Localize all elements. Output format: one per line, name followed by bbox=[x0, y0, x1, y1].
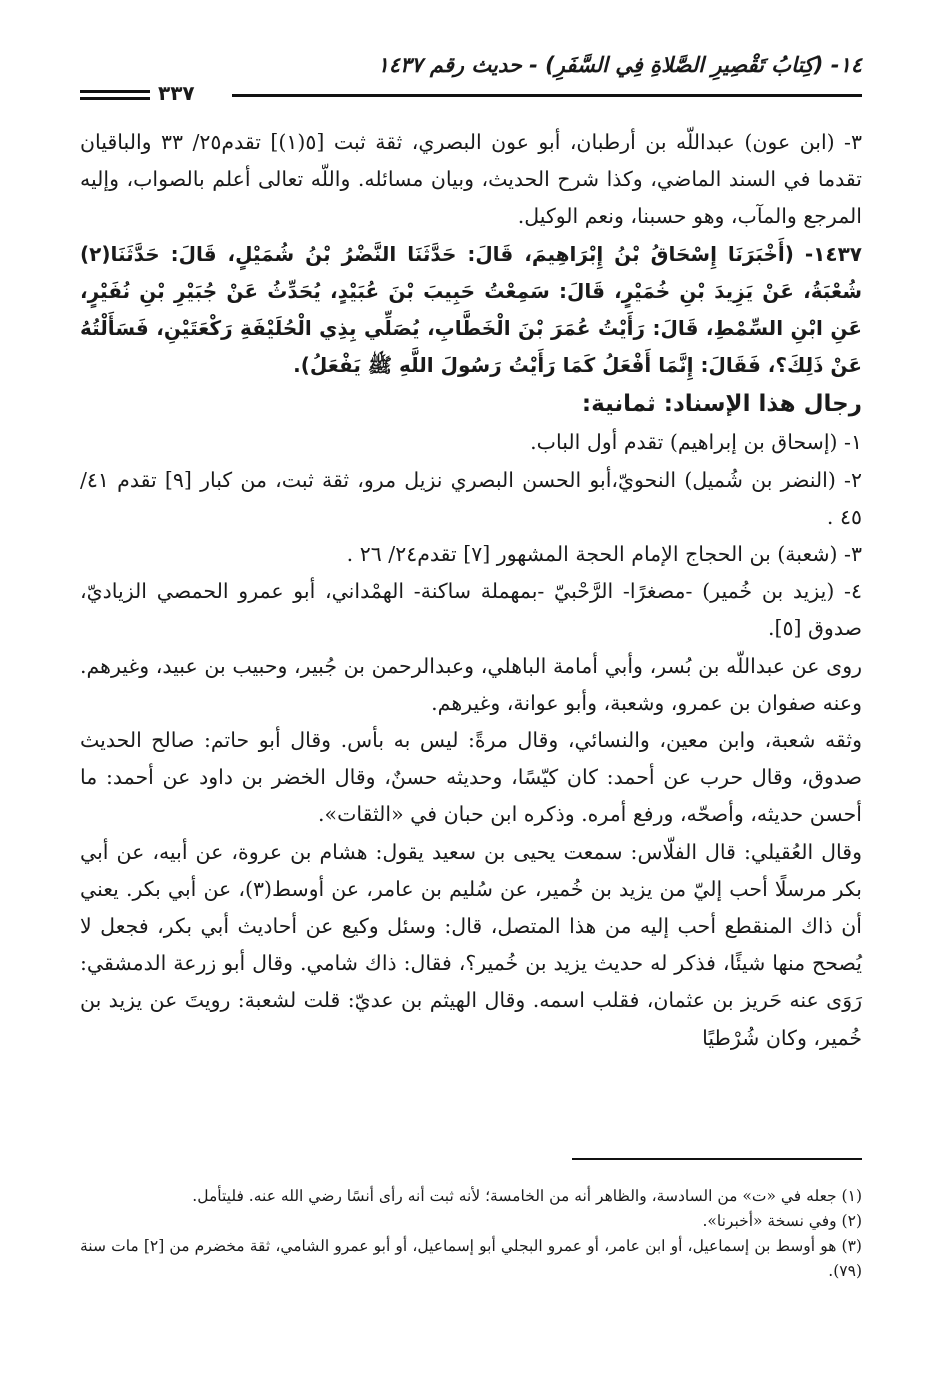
header-rule bbox=[232, 94, 862, 97]
hadith-text: ١٤٣٧- (أَخْبَرَنَا إِسْحَاقُ بْنُ إِبْرَاهِيمَ، قَالَ: حَدَّثَنَا النَّضْرُ بْنُ شُمَيْلٍ، قَالَ: حَدَّثَنَا(٢) شُعْبَةُ، عَنْ يَزِيدَ بْنِ خُمَيْرٍ، قَالَ: سَمِعْتُ حَبِيبَ بْنَ عُبَيْدٍ، يُحَدِّثُ عَنْ جُبَيْرِ بْنِ نُفَيْرٍ، عَنِ ابْنِ السِّمْطِ، قَالَ: رَأَيْتُ عُمَرَ بْنَ الْخَطَّابِ، يُصَلِّي بِذِي الْحُلَيْفَةِ رَكْعَتَيْنِ، فَسَأَلْتُهُ عَنْ ذَلِكَ؟، فَقَالَ: إِنَّمَا أَفْعَلُ كَمَا رَأَيْتُ رَسُولَ اللَّهِ ﷺ يَفْعَلُ). bbox=[80, 241, 862, 378]
narrator-2: ٢- (النضر بن شُميل) النحويّ،أبو الحسن البصري نزيل مرو، ثقة ثبت، من كبار [٩] تقدم ٤١/ ٤٥ . bbox=[80, 467, 862, 529]
footnote-2: (٢) وفي نسخة «أخبرنا». bbox=[702, 1212, 862, 1230]
paragraph-ibn-awn: ٣- (ابن عون) عبداللّه بن أرطبان، أبو عون البصري، ثقة ثبت [٥(١)] تقدم٢٥/ ٣٣ والباقيان تقدما في السند الماضي، وكذا شرح الحديث، وبيان مسائله. واللّه تعالى أعلم بالصواب، وإليه المرجع والمآب، وهو حسبنا، ونعم الوكيل. bbox=[80, 130, 863, 229]
footnote-separator bbox=[572, 1158, 862, 1160]
running-title: ١٤- (كِتابُ تَقْصِيرِ الصَّلاةِ فِي السَّفَرِ) - حديث رقم ١٤٣٧ bbox=[377, 53, 862, 77]
paragraph-authentication: وثقه شعبة، وابن معين، والنسائي، وقال مرةً: ليس به بأس. وقال أبو حاتم: صالح الحديث صدوق، وقال حرب عن أحمد: كان كيّسًا، وحديثه حسنٌ، وقال الخضر بن داود عن أحمد: ما أحسن حديثه، وأصحّه، ورفع أمره. وذكره ابن حبان في «الثقات». bbox=[80, 728, 862, 827]
paragraph-uqayli: وقال العُقيلي: قال الفلّاس: سمعت يحيى بن سعيد يقول: هشام بن عروة، عن أبيه، عن أبي بكر مرسلًا أحب إليّ من يزيد بن خُمير، عن سُليم بن عامر، عن أوسط(٣)، عن أبي بكر. يعني أن ذاك المنقطع أحب إليه من هذا المتصل، قال: وسئل وكيع عن أحاديث أبي بكر، فجعل لا يُصحح منها شيئًا، فذكر له حديث يزيد بن خُمير؟، فقال: ذاك شامي. وقال أبو زرعة الدمشقي: رَوَى عنه حَريز بن عثمان، فقلب اسمه. وقال الهيثم بن عديّ: قلت لشعبة: رويتَ عن يزيد بن خُمير، وكان شُرْطيًا bbox=[80, 839, 862, 1050]
narrator-3: ٣- (شعبة) بن الحجاج الإمام الحجة المشهور [٧] تقدم٢٤/ ٢٦ . bbox=[346, 542, 862, 567]
paragraph-narrations: روى عن عبداللّه بن بُسر، وأبي أمامة الباهلي، وعبدالرحمن بن جُبير، وحبيب بن عبيد، وغيرهم. وعنه صفوان بن عمرو، وشعبة، وأبو عوانة، وغيرهم. bbox=[80, 653, 862, 715]
header-double-rule bbox=[80, 90, 150, 100]
section-heading: رجال هذا الإسناد: ثمانية: bbox=[581, 391, 862, 418]
page-number: ٣٣٧ bbox=[152, 82, 201, 104]
footnotes bbox=[80, 1184, 862, 1284]
page-header bbox=[80, 48, 862, 103]
narrator-1: ١- (إسحاق بن إبراهيم) تقدم أول الباب. bbox=[530, 430, 862, 455]
footnote-3: (٣) هو أوسط بن إسماعيل، أو ابن عامر، أو عمرو البجلي أبو إسماعيل، أو أبو عمرو الشامي، ثقة مخضرم من [٢] مات سنة (٧٩). bbox=[80, 1237, 862, 1280]
footnote-1: (١) جعله في «ت» من السادسة، والظاهر أنه من الخامسة؛ لأنه ثبت أنه رأى أنسًا رضي الله عنه. فليتأمل. bbox=[192, 1187, 862, 1205]
main-text bbox=[80, 124, 862, 1057]
narrator-4: ٤- (يزيد بن خُمير) -مصغرًا- الرَّحْبيّ -بمهملة ساكنة- الهمْداني، أبو عمرو الحمصي الزياديّ، صدوق [٥]. bbox=[80, 579, 862, 641]
